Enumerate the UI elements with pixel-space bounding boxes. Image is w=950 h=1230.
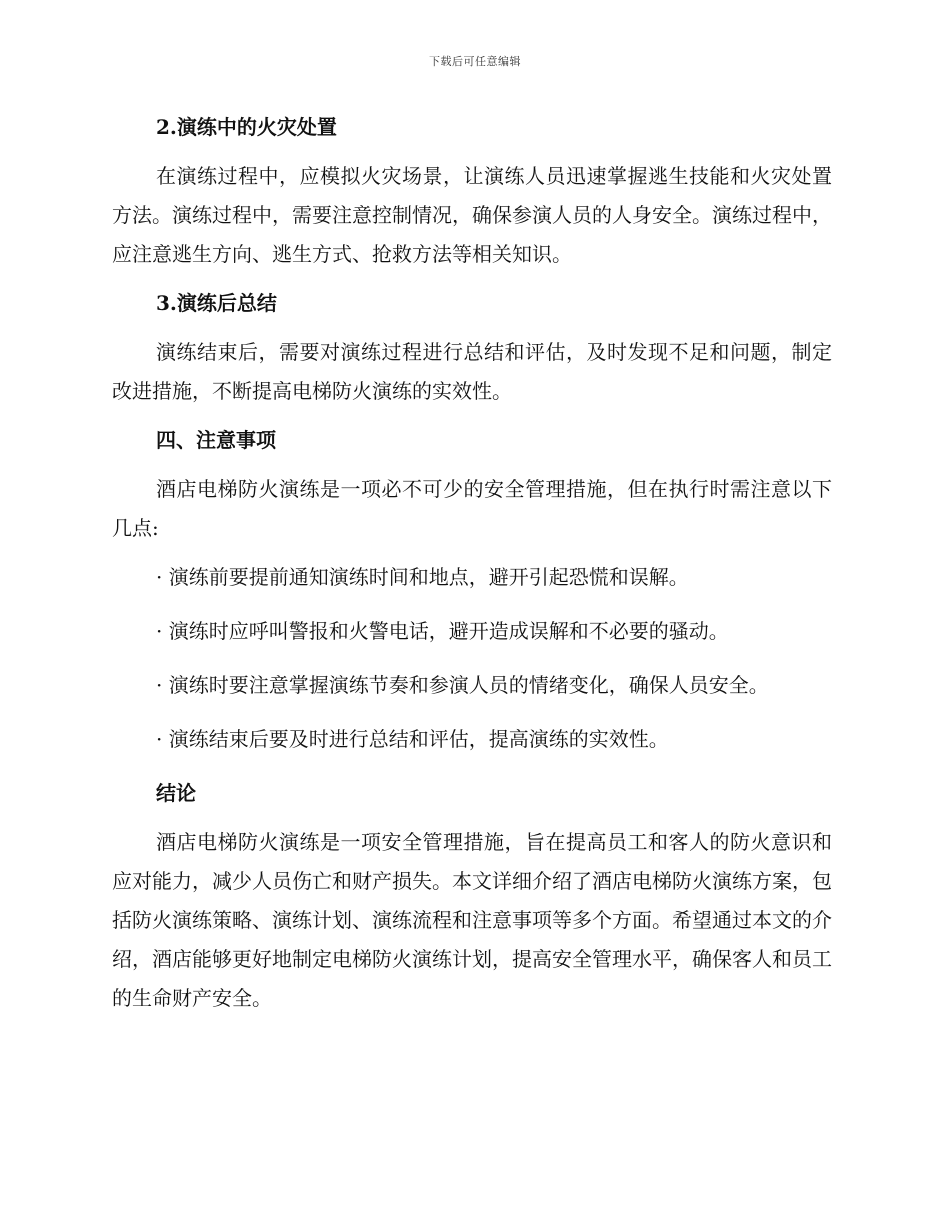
bullet-item: · 演练前要提前通知演练时间和地点，避开引起恐慌和误解。 [156,565,689,589]
bullet-item: · 演练时应呼叫警报和火警电话，避开造成误解和不必要的骚动。 [156,619,729,643]
bullet-item: · 演练结束后要及时进行总结和评估，提高演练的实效性。 [156,727,669,751]
conclusion-title: 结论 [156,781,196,805]
section-2-paragraph: 在演练过程中，应模拟火灾场景，让演练人员迅速掌握逃生技能和火灾处置方法。演练过程中，需要注意控制情况，确保参演人员的人身安全。演练过程中，应注意逃生方向、逃生方式、抢救方法等相关知识。 [112,164,832,266]
section-2-title: 2.演练中的火灾处置 [156,115,337,139]
section-4-paragraph: 酒店电梯防火演练是一项必不可少的安全管理措施，但在执行时需注意以下几点: [112,477,832,540]
section-4-title: 四、注意事项 [156,428,276,452]
section-3-title: 3.演练后总结 [156,291,277,315]
bullet-item: · 演练时要注意掌握演练节奏和参演人员的情绪变化，确保人员安全。 [156,673,769,697]
section-3-paragraph: 演练结束后，需要对演练过程进行总结和评估，及时发现不足和问题，制定改进措施，不断提高电梯防火演练的实效性。 [112,340,832,403]
document-body [112,108,832,1028]
conclusion-paragraph: 酒店电梯防火演练是一项安全管理措施，旨在提高员工和客人的防火意识和应对能力，减少人员伤亡和财产损失。本文详细介绍了酒店电梯防火演练方案，包括防火演练策略、演练计划、演练流程和注意事项等多个方面。希望通过本文的介绍，酒店能够更好地制定电梯防火演练计划，提高安全管理水平，确保客人和员工的生命财产安全。 [112,830,832,1010]
page-header: 下载后可任意编辑 [429,55,521,68]
